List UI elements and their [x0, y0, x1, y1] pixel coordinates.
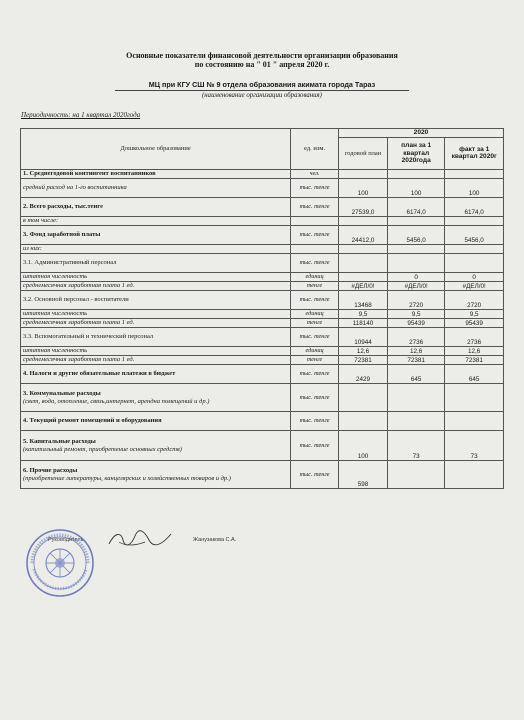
row-label-text: 3.3. Вспомогательный и технический персонал [23, 333, 154, 341]
row-unit: тыс. тенге [291, 254, 339, 273]
row-unit [291, 217, 339, 226]
row-value-v2: 5456,0 [387, 226, 444, 245]
row-value-v3: 9,5 [445, 310, 504, 319]
row-label [21, 291, 291, 310]
row-label-text: 3. Фонд заработной платы [23, 231, 101, 239]
table-row [21, 365, 504, 384]
row-value-v1: 10944 [338, 328, 387, 347]
row-label-text: средний расход на 1-го воспитанника [23, 184, 127, 192]
table-row [21, 217, 504, 226]
row-value-v3: 100 [445, 179, 504, 198]
row-label [21, 254, 291, 273]
row-sublabel: (свет, вода, отопление, связь,интернет, арендна помещений и др.) [23, 397, 210, 405]
row-unit: тыс. тенге [291, 226, 339, 245]
row-value-v3: 12,6 [445, 347, 504, 356]
table-row [21, 328, 504, 347]
row-label [21, 365, 291, 384]
row-unit: единиц [291, 310, 339, 319]
row-value-v2: 100 [387, 179, 444, 198]
table-row [21, 170, 504, 179]
row-value-v3: 2720 [445, 291, 504, 310]
row-label [21, 273, 291, 282]
signature-icon [105, 528, 175, 550]
row-label-text: в том числе: [23, 217, 59, 225]
row-unit: единиц [291, 273, 339, 282]
row-label-text: 4. Текущий ремонт помещений и оборудования [23, 417, 162, 425]
row-value-v1: 100 [338, 179, 387, 198]
row-label-text: 2. Всего расходы, тыс.тенге [23, 203, 104, 211]
row-label-text: 5. Капитальные расходы [23, 438, 96, 445]
row-value-v1 [338, 254, 387, 273]
row-value-v1: 2429 [338, 365, 387, 384]
header-plan-year: годовой план [338, 137, 387, 169]
row-value-v1: #ДЕЛ/0! [338, 282, 387, 291]
row-value-v2: 72381 [387, 356, 444, 365]
row-value-v1: 72381 [338, 356, 387, 365]
row-label-text: 3.2. Основной персонал - воспитатели [23, 296, 129, 304]
row-value-v1: 118140 [338, 319, 387, 328]
row-value-v3: 6174,0 [445, 198, 504, 217]
row-value-v2: #ДЕЛ/0! [387, 282, 444, 291]
row-label-text: 6. Прочие расходы [23, 467, 78, 474]
organization-note: (наименование организации образования) [202, 92, 322, 99]
doc-title-line1: Основные показатели финансовой деятельности организации образования [126, 51, 398, 60]
row-unit: тыс. тенге [291, 365, 339, 384]
row-value-v1: 100 [338, 431, 387, 461]
row-label-text: 1. Среднегодовой контингент воспитанников [23, 170, 156, 178]
financial-table [20, 128, 504, 489]
row-value-v1: 12,6 [338, 347, 387, 356]
row-sublabel: (приобретение литературы, канцелярских и хозяйственных товаров и др.) [23, 474, 231, 482]
table-row [21, 319, 504, 328]
row-value-v2 [387, 254, 444, 273]
row-value-v2: 73 [387, 431, 444, 461]
row-label-text: штатная численность [23, 347, 88, 355]
organization-name: МЦ при КГУ СШ № 9 отдела образования акимата города Тараз [148, 80, 376, 89]
row-value-v2: 645 [387, 365, 444, 384]
row-label [21, 226, 291, 245]
row-label-text: штатная численность [23, 273, 88, 281]
row-value-v2: 95439 [387, 319, 444, 328]
row-value-v1 [338, 170, 387, 179]
row-unit: единиц [291, 347, 339, 356]
table-row [21, 273, 504, 282]
director-label: Руководитель [48, 537, 84, 543]
table-row [21, 282, 504, 291]
table-row [21, 179, 504, 198]
row-label [21, 217, 291, 226]
row-label-text: из них: [23, 245, 42, 253]
table-row [21, 310, 504, 319]
header-plan-quarter: план за 1 квартал 2020года [387, 137, 444, 169]
table-row [21, 291, 504, 310]
row-value-v2 [387, 170, 444, 179]
row-value-v1 [338, 245, 387, 254]
row-value-v2: 0 [387, 273, 444, 282]
row-value-v2: 12,6 [387, 347, 444, 356]
header-unit: ед. изм. [291, 129, 339, 170]
row-label [21, 179, 291, 198]
header-year: 2020 [338, 129, 503, 138]
row-label [21, 412, 291, 431]
table-row [21, 461, 504, 489]
table-body [21, 170, 504, 489]
row-label [21, 310, 291, 319]
row-label [21, 170, 291, 179]
row-label [21, 384, 291, 412]
row-value-v2 [387, 412, 444, 431]
row-value-v3: #ДЕЛ/0! [445, 282, 504, 291]
row-value-v3 [445, 384, 504, 412]
row-value-v2 [387, 217, 444, 226]
row-unit: тенге [291, 282, 339, 291]
signatory-name: Жанузакова С.А. [193, 537, 237, 543]
row-label-text: 3. Коммунальные расходы [23, 390, 101, 397]
row-unit: тыс. тенге [291, 412, 339, 431]
row-unit: тыс. тенге [291, 384, 339, 412]
row-unit: тыс. тенге [291, 291, 339, 310]
row-value-v1: 27539,0 [338, 198, 387, 217]
table-row [21, 356, 504, 365]
row-value-v3 [445, 461, 504, 489]
row-label [21, 245, 291, 254]
row-value-v1: 13468 [338, 291, 387, 310]
row-value-v3: 0 [445, 273, 504, 282]
table-row [21, 245, 504, 254]
row-value-v3: 95439 [445, 319, 504, 328]
row-value-v2: 2720 [387, 291, 444, 310]
header-fact-quarter: факт за 1 квартал 2020г [445, 137, 504, 169]
row-unit: чел. [291, 170, 339, 179]
row-value-v1: 9,5 [338, 310, 387, 319]
row-value-v3: 73 [445, 431, 504, 461]
row-value-v3 [445, 217, 504, 226]
row-value-v3: 5456,0 [445, 226, 504, 245]
row-unit: тыс. тенге [291, 328, 339, 347]
row-label [21, 461, 291, 489]
row-value-v1 [338, 412, 387, 431]
row-label-text: 3.1. Административный персонал [23, 259, 117, 267]
row-unit: тыс. тенге [291, 198, 339, 217]
row-label [21, 356, 291, 365]
row-unit: тенге [291, 319, 339, 328]
table-row [21, 226, 504, 245]
row-value-v2: 6174,0 [387, 198, 444, 217]
row-value-v1: 24412,0 [338, 226, 387, 245]
row-label [21, 319, 291, 328]
row-unit: тыс. тенге [291, 431, 339, 461]
row-value-v3 [445, 245, 504, 254]
row-value-v3: 72381 [445, 356, 504, 365]
row-value-v3 [445, 254, 504, 273]
row-value-v1 [338, 273, 387, 282]
table-row [21, 198, 504, 217]
table-row [21, 412, 504, 431]
row-value-v1 [338, 384, 387, 412]
row-unit: тыс. тенге [291, 179, 339, 198]
row-value-v2 [387, 461, 444, 489]
table-row [21, 347, 504, 356]
row-unit: тыс. тенге [291, 461, 339, 489]
table-row [21, 254, 504, 273]
row-value-v2: 2736 [387, 328, 444, 347]
table-row [21, 431, 504, 461]
row-label-text: среднемесячная заработная плата 1 ед. [23, 282, 135, 290]
row-label-text: штатная численность [23, 310, 88, 318]
row-unit [291, 245, 339, 254]
row-label-text: 4. Налоги и другие обязательные платежи в бюджет [23, 370, 176, 378]
row-label [21, 431, 291, 461]
row-value-v2 [387, 245, 444, 254]
row-sublabel: (капитальный ремонт, приобретение основных средств) [23, 445, 182, 453]
row-label [21, 198, 291, 217]
row-label-text: среднемесячная заработная плата 1 ед. [23, 319, 135, 327]
row-value-v3: 2736 [445, 328, 504, 347]
row-label [21, 347, 291, 356]
row-label [21, 282, 291, 291]
row-value-v2: 9,5 [387, 310, 444, 319]
row-label-text: среднемесячная заработная плата 1 ед. [23, 356, 135, 364]
row-value-v1: 598 [338, 461, 387, 489]
row-value-v3 [445, 170, 504, 179]
row-value-v1 [338, 217, 387, 226]
row-label [21, 328, 291, 347]
header-name: Дошкольное образование [21, 129, 291, 170]
period-label: Периодичность: на 1 квартал 2020года [21, 111, 141, 119]
row-value-v3 [445, 412, 504, 431]
row-value-v2 [387, 384, 444, 412]
table-row [21, 384, 504, 412]
row-unit: тенге [291, 356, 339, 365]
doc-title-line2: по состоянию на " 01 " апреля 2020 г. [194, 60, 330, 69]
row-value-v3: 645 [445, 365, 504, 384]
